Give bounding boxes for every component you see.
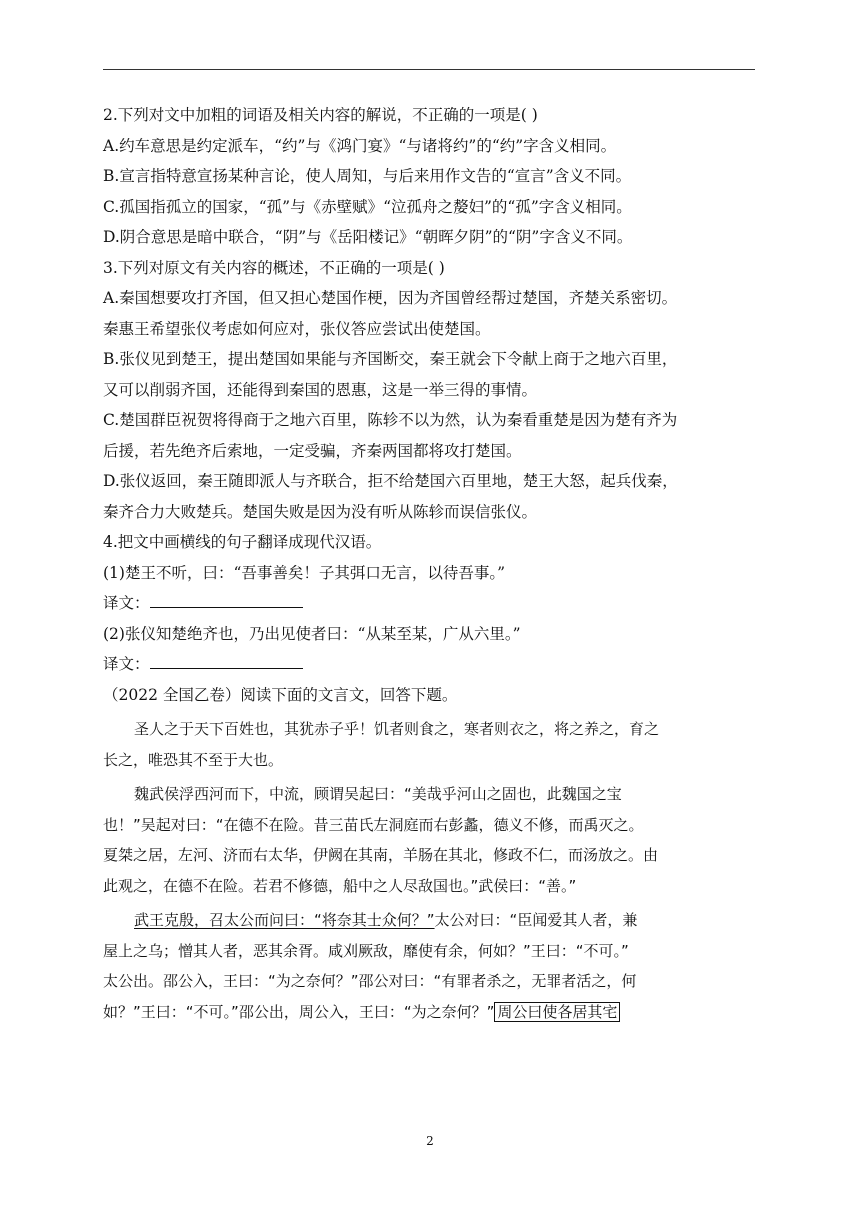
passage-line: 太公出。邵公入，王曰：“为之奈何？”邵公对曰：“有罪者杀之，无罪者活之，何: [103, 972, 637, 990]
translation-row-1: [103, 588, 758, 619]
q4-stem: 4.把文中画横线的句子翻译成现代汉语。: [103, 533, 382, 551]
passage-line: 魏武侯浮西河而下，中流，顾谓吴起曰：“美哉乎河山之固也，此魏国之宝: [134, 785, 622, 803]
q2-option-a: A.约车意思是约定派车，“约”与《鸿门宴》“与诸将约”的“约”字含义相同。: [103, 136, 617, 155]
q3-option-line: B.张仪见到楚王，提出楚国如果能与齐国断交，秦王就会下令献上商于之地六百里，: [103, 350, 678, 368]
passage-line: 夏桀之居，左河、济而右太华，伊阙在其南，羊肠在其北，修政不仁，而汤放之。由: [103, 846, 659, 864]
answer-blank[interactable]: [150, 654, 303, 669]
q3-option-line: 后援，若先绝齐后索地，一定受骗，齐秦两国都将攻打楚国。: [103, 441, 522, 460]
q3-option-line: 又可以削弱齐国，还能得到秦国的恩惠，这是一举三得的事情。: [103, 380, 538, 399]
boxed-sentence: 周公曰使各居其宅: [494, 1002, 620, 1022]
passage-text: 如？”王曰：“不可。”邵公出，周公入，王曰：“为之奈何？”: [103, 1002, 495, 1021]
underlined-sentence: 武王克殷，召太公而问曰：“将奈其士众何？”: [134, 911, 435, 929]
q3-option-line: C.楚国群臣祝贺将得商于之地六百里，陈轸不以为然，认为秦看重楚是因为楚有齐为: [103, 411, 678, 429]
q3-option-line: 秦惠王希望张仪考虑如何应对，张仪答应尝试出使楚国。: [103, 319, 491, 338]
q4-sentence-2: (2)张仪知楚绝齐也，乃出见使者曰：“从某至某，广从六里。”: [103, 624, 521, 643]
passage-line: 屋上之乌；憎其人者，恶其余胥。咸刈厥敌，靡使有余，何如？”王曰：“不可。”: [103, 941, 629, 960]
passage-line: 此观之，在德不在险。若君不修德，船中之人尽敌国也。”武侯曰：“善。”: [103, 876, 577, 895]
passage-line: [103, 997, 758, 1028]
translation-row-2: [103, 649, 758, 680]
passage-line: 圣人之于天下百姓也，其犹赤子乎！饥者则食之，寒者则衣之，将之养之，育之: [134, 720, 660, 738]
header-rule: [103, 69, 755, 70]
q2-option-d: D.阴合意思是暗中联合，“阴”与《岳阳楼记》“朝晖夕阴”的“阴”字含义不同。: [103, 228, 633, 246]
q2-option-c: C.孤国指孤立的国家，“孤”与《赤壁赋》“泣孤舟之嫠妇”的“孤”字含义相同。: [103, 197, 632, 216]
q2-stem: 2.下列对文中加粗的词语及相关内容的解说，不正确的一项是( ): [103, 106, 538, 124]
answer-blank[interactable]: [150, 593, 303, 608]
page-content: [103, 100, 758, 1027]
passage-text: 太公对曰：“臣闻爱其人者，兼: [434, 911, 638, 929]
q3-option-line: 秦齐合力大败楚兵。楚国失败是因为没有听从陈轸而误信张仪。: [103, 502, 538, 521]
passage-intro: （2022 全国乙卷）阅读下面的文言文，回答下题。: [103, 685, 458, 704]
translation-label: 译文：: [103, 655, 150, 673]
q4-sentence-1: (1)楚王不听，曰：“吾事善矣！子其弭口无言，以待吾事。”: [103, 563, 506, 582]
passage-line: 也！”吴起对曰：“在德不在险。昔三苗氏左洞庭而右彭蠡，德义不修，而禹灭之。: [103, 815, 644, 834]
q3-stem: 3.下列对原文有关内容的概述，不正确的一项是( ): [103, 258, 445, 277]
passage-line: [103, 905, 758, 936]
q3-option-line: A.秦国想要攻打齐国，但又担心楚国作梗，因为齐国曾经帮过楚国，齐楚关系密切。: [103, 289, 678, 307]
translation-label: 译文：: [103, 594, 150, 612]
page-number: 2: [426, 1134, 434, 1148]
passage-line: 长之，唯恐其不至于大也。: [103, 750, 284, 769]
q3-option-line: D.张仪返回，秦王随即派人与齐联合，拒不给楚国六百里地，楚王大怒，起兵伐秦，: [103, 472, 678, 490]
q2-option-b: B.宣言指特意宣扬某种言论，使人周知，与后来用作文告的“宣言”含义不同。: [103, 167, 632, 185]
